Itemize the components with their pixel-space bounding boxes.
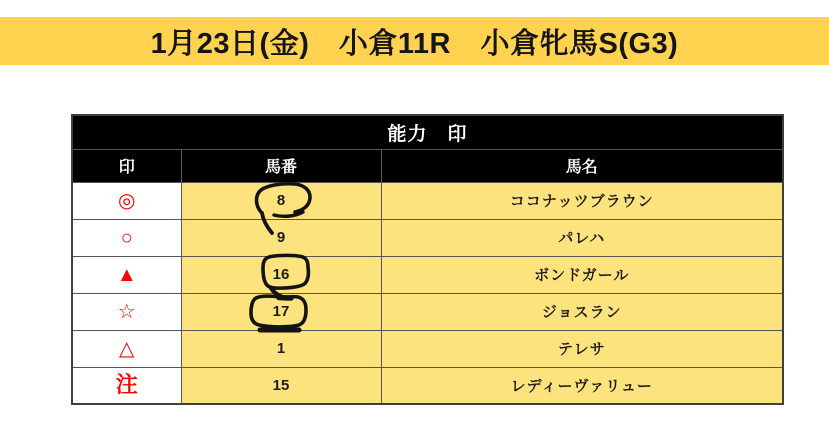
number-cell: 17	[181, 293, 381, 330]
number-cell: 15	[181, 367, 381, 404]
race-title-banner	[0, 17, 829, 65]
table-row	[72, 293, 783, 330]
table-caption: 能力 印	[72, 115, 783, 149]
mark-cell: 注	[72, 367, 181, 404]
mark-cell: ☆	[72, 293, 181, 330]
column-header-name: 馬名	[381, 149, 783, 182]
name-cell: ボンドガール	[381, 256, 783, 293]
name-cell: ココナッツブラウン	[381, 182, 783, 219]
number-cell: 1	[181, 330, 381, 367]
mark-cell: ◎	[72, 182, 181, 219]
number-cell: 16	[181, 256, 381, 293]
table-row	[72, 219, 783, 256]
mark-cell: ▲	[72, 256, 181, 293]
number-cell: 9	[181, 219, 381, 256]
number-cell: 8	[181, 182, 381, 219]
table-row	[72, 330, 783, 367]
table-row	[72, 367, 783, 404]
table-row	[72, 256, 783, 293]
mark-cell: ○	[72, 219, 181, 256]
table-header-row	[72, 149, 783, 182]
name-cell: レディーヴァリュー	[381, 367, 783, 404]
name-cell: テレサ	[381, 330, 783, 367]
column-header-number: 馬番	[181, 149, 381, 182]
prediction-table	[71, 114, 784, 405]
race-title: 1月23日(金) 小倉11R 小倉牝馬S(G3)	[150, 27, 679, 60]
mark-cell: △	[72, 330, 181, 367]
name-cell: パレハ	[381, 219, 783, 256]
table-row	[72, 182, 783, 219]
column-header-mark: 印	[72, 149, 181, 182]
table-caption-row	[72, 115, 783, 149]
name-cell: ジョスラン	[381, 293, 783, 330]
